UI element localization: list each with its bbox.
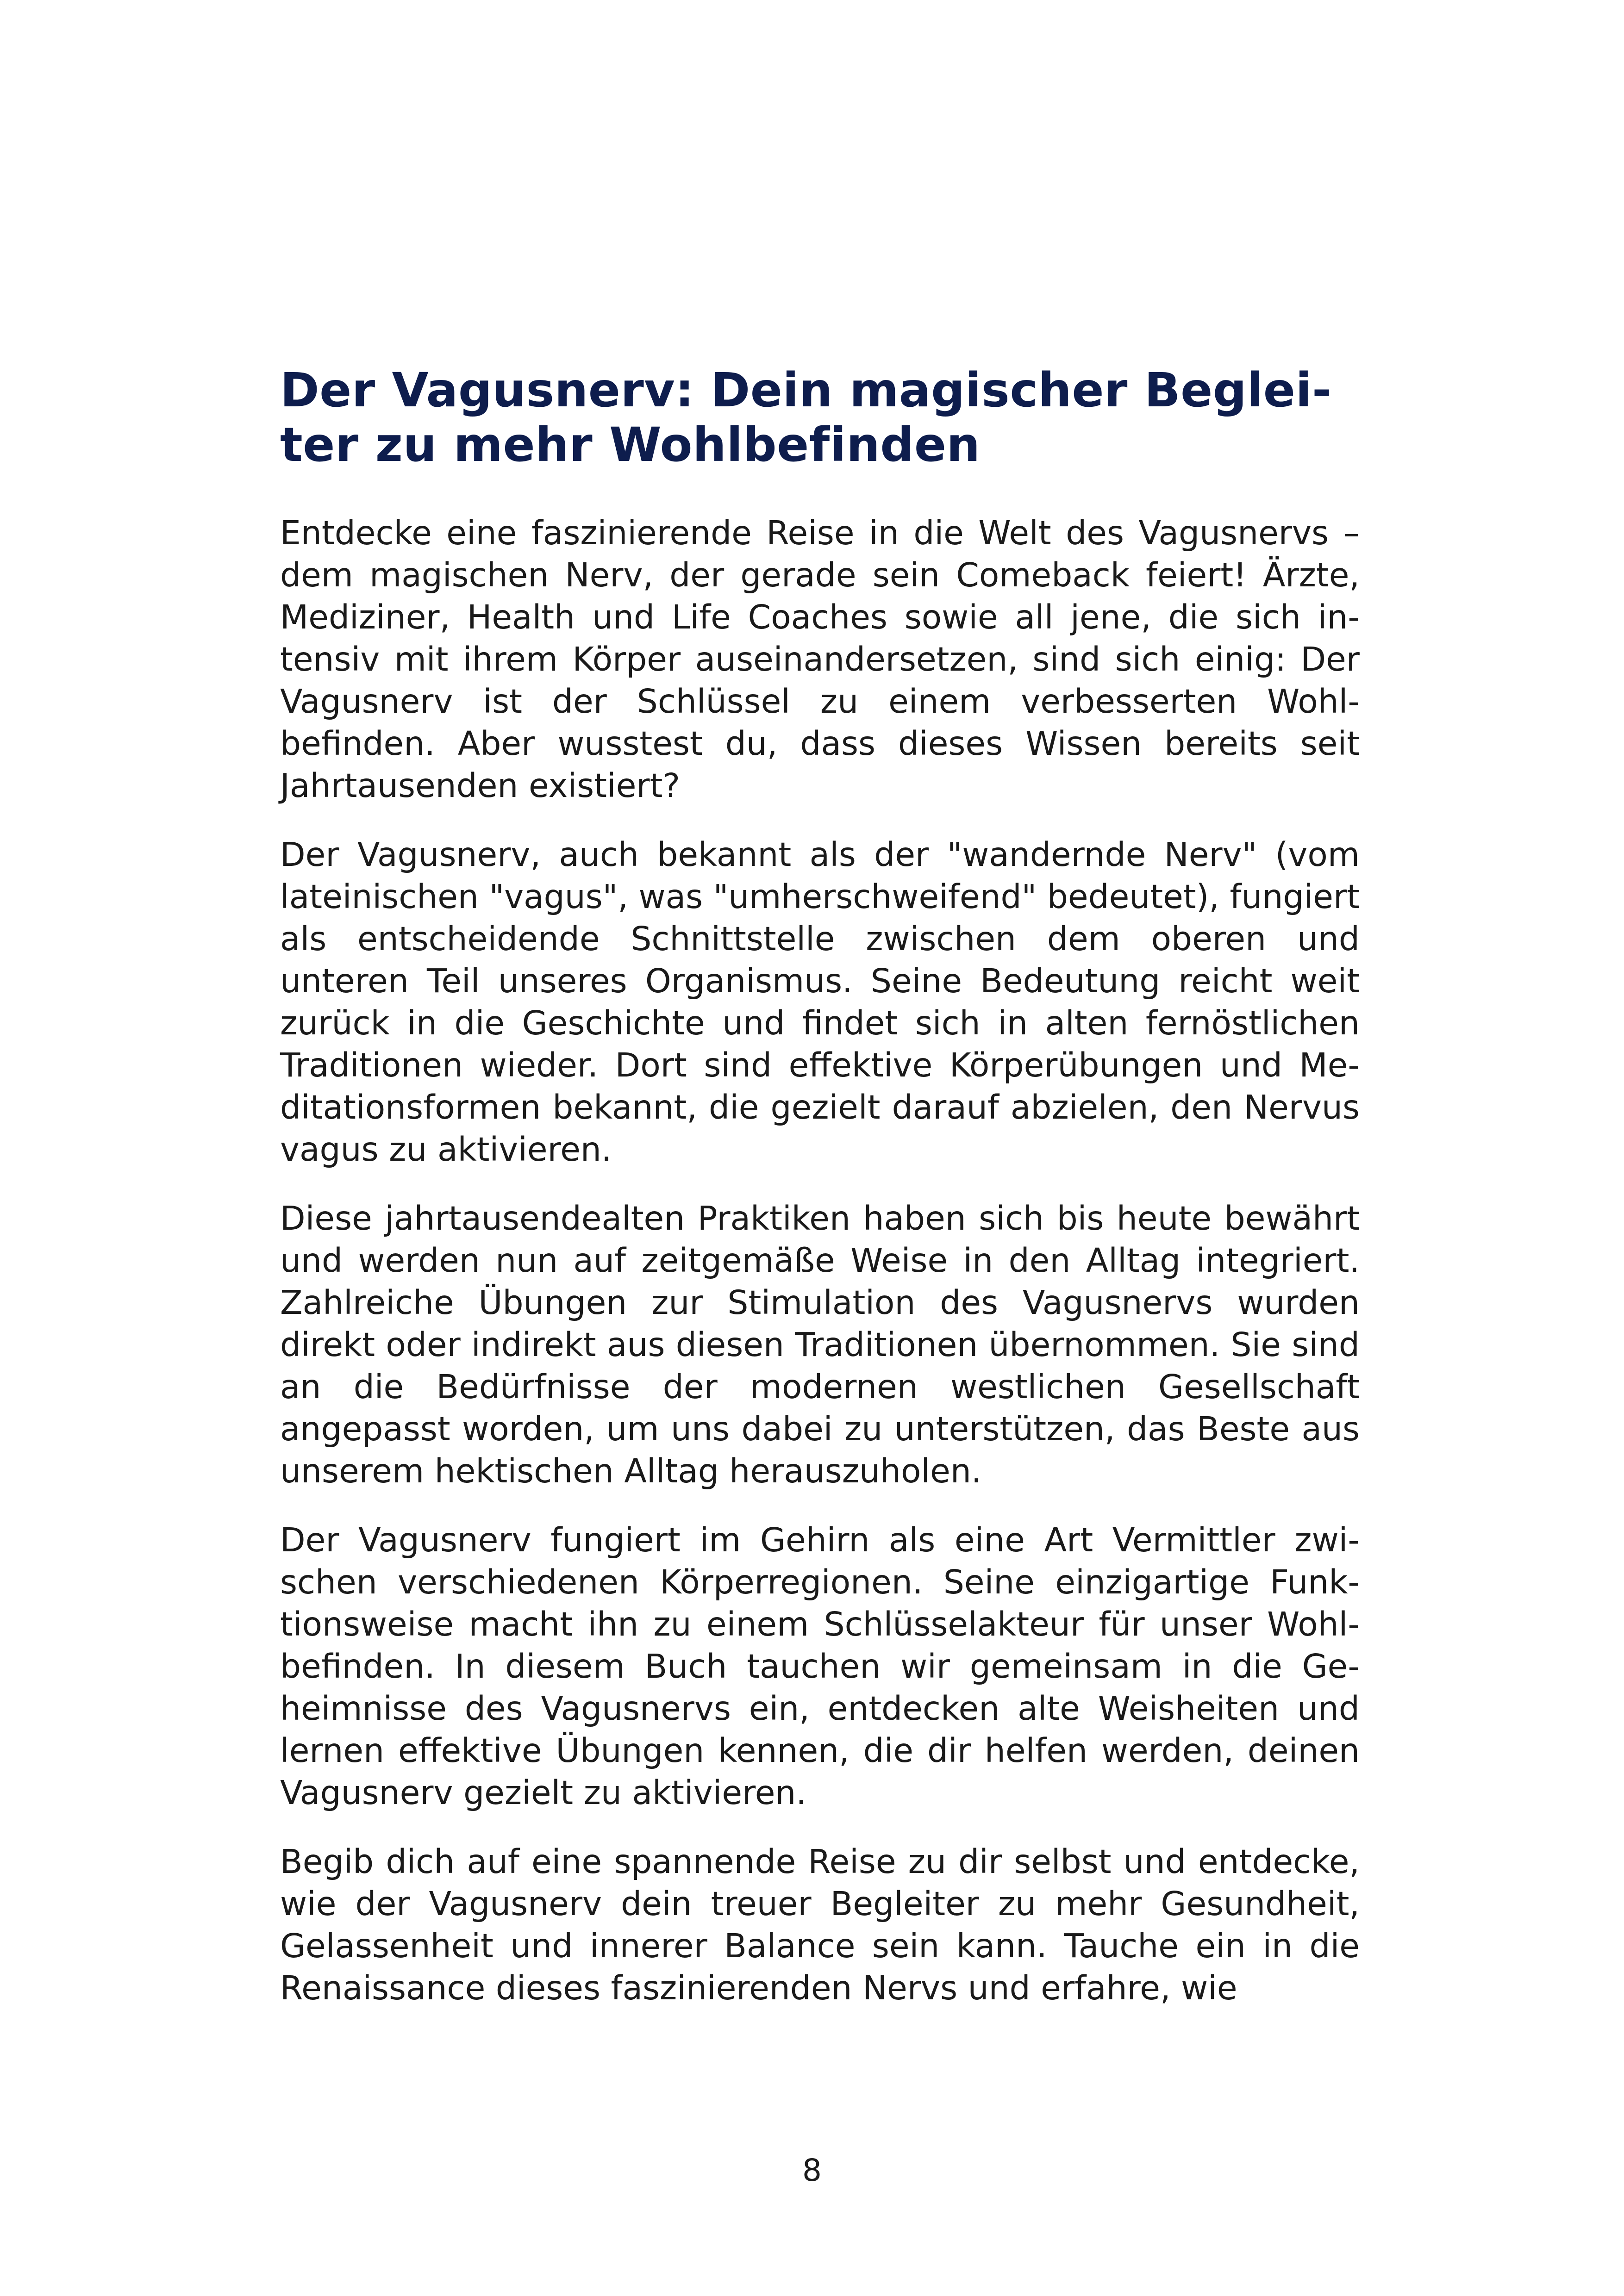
body-paragraph-2: Der Vagusnerv, auch bekannt als der "wandernde Nerv" (vom lateinischen "vagus", was "umherschweifend" bedeutet), fungiert als entscheidende Schnittstelle zwischen dem oberen und unteren Teil unseres Organismus. Seine Bedeutung reicht weit zurück in die Geschichte und findet sich in alten fernöstlichen Traditionen wieder. Dort sind effektive Körperübungen und Meditationsformen bekannt, die gezielt darauf abzielen, den Nervus vagus zu aktivieren. (280, 835, 1360, 1169)
body-paragraph-3: Diese jahrtausendealten Praktiken haben sich bis heute bewährt und werden nun auf zeitgemäße Weise in den Alltag integriert. Zahlreiche Übungen zur Stimulation des Vagusnervs wurden direkt oder indirekt aus diesen Traditionen übernommen. Sie sind an die Bedürfnisse der modernen westlichen Gesellschaft angepasst worden, um uns dabei zu unterstützen, das Beste aus unserem hektischen Alltag herauszuholen. (280, 1199, 1360, 1490)
body-paragraph-4: Der Vagusnerv fungiert im Gehirn als eine Art Vermittler zwischen verschiedenen Körperregionen. Seine einzigartige Funktionsweise macht ihn zu einem Schlüsselakteur für unser Wohlbefinden. In diesem Buch tauchen wir gemeinsam in die Geheimnisse des Vagusnervs ein, entdecken alte Weisheiten und lernen effektive Übungen kennen, die dir helfen werden, deinen Vagusnerv gezielt zu aktivieren. (280, 1521, 1360, 1812)
chapter-title: Der Vagusnerv: Dein magischer Begleiter zu mehr Wohlbefinden (280, 363, 1332, 473)
page-content (280, 363, 1360, 2036)
page-number: 8 (802, 2153, 822, 2188)
body-paragraph-5: Begib dich auf eine spannende Reise zu dir selbst und entdecke, wie der Vagusnerv dein treuer Begleiter zu mehr Gesundheit, Gelassenheit und innerer Balance sein kann. Tauche ein in die Renaissance dieses faszinierenden Nervs und erfahre, wie (280, 1842, 1360, 2007)
body-paragraph-1: Entdecke eine faszinierende Reise in die Welt des Vagusnervs – dem magischen Nerv, der gerade sein Comeback feiert! Ärzte, Mediziner, Health und Life Coaches sowie all jene, die sich intensiv mit ihrem Körper auseinandersetzen, sind sich einig: Der Vagusnerv ist der Schlüssel zu einem verbesserten Wohlbefinden. Aber wusstest du, dass dieses Wissen bereits seit Jahrtausenden existiert? (280, 514, 1360, 805)
